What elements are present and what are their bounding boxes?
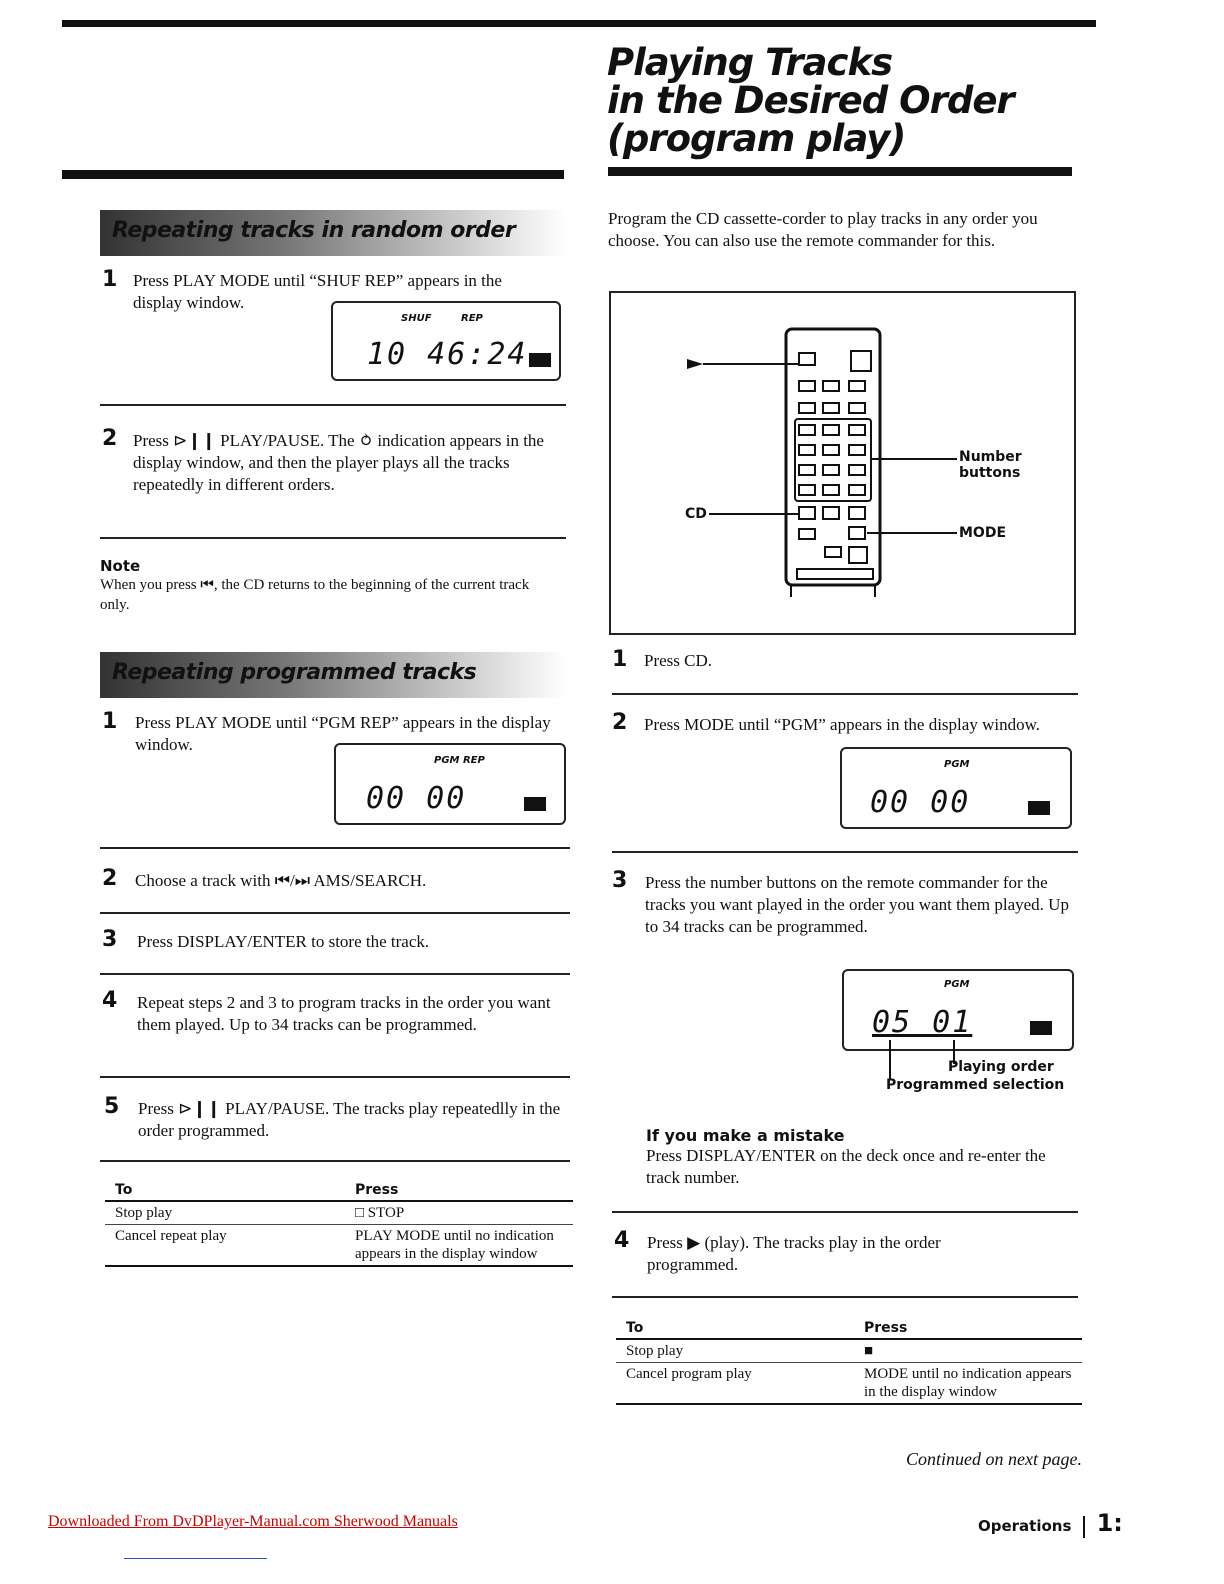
page-number: 1: bbox=[1096, 1509, 1123, 1537]
label-mode: MODE bbox=[959, 525, 1007, 541]
lcd-battery-block bbox=[524, 797, 546, 811]
divider bbox=[612, 1296, 1078, 1298]
pgm-rep-step-3-num: 3 bbox=[102, 927, 118, 952]
programmed-heading: Repeating programmed tracks bbox=[112, 660, 477, 685]
download-source-link[interactable]: Downloaded From DvDPlayer-Manual.com Sherwood Manuals bbox=[48, 1513, 458, 1530]
random-step-1-text: Press PLAY MODE until “SHUF REP” appears in the display window. bbox=[133, 271, 502, 312]
program-step-1-text: Press CD. bbox=[644, 651, 713, 670]
random-heading: Repeating tracks in random order bbox=[112, 218, 516, 243]
left-section-rule bbox=[62, 170, 564, 179]
divider bbox=[100, 404, 566, 406]
divider bbox=[100, 973, 570, 975]
lcd-digits: 00 00 bbox=[870, 785, 971, 820]
lcd-pgm bbox=[840, 747, 1072, 829]
table-row bbox=[616, 1363, 1082, 1405]
table-cell: □ STOP bbox=[345, 1201, 573, 1225]
table-head-press: Press bbox=[345, 1180, 573, 1201]
mistake-title: If you make a mistake bbox=[646, 1126, 845, 1145]
pgm-rep-step-1-num: 1 bbox=[102, 709, 118, 734]
program-step-4-num: 4 bbox=[614, 1228, 630, 1253]
table-head-to: To bbox=[616, 1318, 854, 1339]
pgm-rep-step-3-text: Press DISPLAY/ENTER to store the track. bbox=[137, 932, 430, 951]
program-play-table bbox=[616, 1318, 1082, 1405]
table-row bbox=[105, 1201, 573, 1225]
table-cell: Cancel repeat play bbox=[115, 1228, 227, 1244]
divider bbox=[100, 537, 566, 539]
lcd-shuf-rep bbox=[331, 301, 561, 381]
table-cell: MODE until no indication appears in the display window bbox=[864, 1366, 1072, 1400]
label-cd: CD bbox=[685, 506, 707, 522]
lcd-battery-block bbox=[1030, 1021, 1052, 1035]
divider bbox=[612, 693, 1078, 695]
footer-section-label: Operations bbox=[978, 1517, 1072, 1535]
pgm-rep-step-2-num: 2 bbox=[102, 866, 118, 891]
lcd-shuf-indicator: SHUF bbox=[401, 313, 432, 324]
pgm-rep-step-4-text: Repeat steps 2 and 3 to program tracks in the order you want them played. Up to 34 tracks can be programmed. bbox=[137, 993, 551, 1034]
random-step-1-num: 1 bbox=[102, 267, 118, 292]
divider bbox=[100, 847, 570, 849]
mistake-block bbox=[646, 1126, 1076, 1189]
random-step-2-text: Press ⊳❙❙ PLAY/PAUSE. The ⥁ indication appears in the display window, and then the player plays all the tracks repeatedly in different orders. bbox=[133, 431, 544, 494]
pgm-rep-step-5-num: 5 bbox=[104, 1094, 120, 1119]
pgm-rep-step-1-text: Press PLAY MODE until “PGM REP” appears in the display window. bbox=[135, 713, 551, 754]
lcd-pgm-indicator: PGM bbox=[944, 759, 970, 770]
right-section-rule bbox=[608, 167, 1072, 176]
table-head-press: Press bbox=[854, 1318, 1082, 1339]
program-step-4-text: Press ▶ (play). The tracks play in the order programmed. bbox=[647, 1233, 941, 1274]
pgm-rep-step-2-text: Choose a track with ⏮/⏭ AMS/SEARCH. bbox=[135, 871, 427, 890]
note-title: Note bbox=[100, 557, 141, 575]
table-row bbox=[105, 1225, 573, 1267]
table-cell: Cancel program play bbox=[626, 1366, 752, 1382]
lcd-rep-indicator: REP bbox=[461, 313, 483, 324]
mistake-text: Press DISPLAY/ENTER on the deck once and re-enter the track number. bbox=[646, 1146, 1046, 1187]
table-cell: Stop play bbox=[616, 1339, 854, 1363]
lcd-digits: 10 46:24 bbox=[367, 337, 528, 372]
top-rule bbox=[62, 20, 1096, 27]
footer-underline bbox=[124, 1558, 267, 1559]
table-head-to: To bbox=[105, 1180, 345, 1201]
page-title: Playing Tracks in the Desired Order (program play) bbox=[607, 41, 1014, 160]
program-step-1-num: 1 bbox=[612, 647, 628, 672]
program-step-3-num: 3 bbox=[612, 868, 628, 893]
note-block bbox=[100, 557, 560, 615]
divider bbox=[100, 1160, 570, 1162]
intro-text: Program the CD cassette-corder to play tracks in any order you choose. You can also use the remote commander for this. bbox=[608, 209, 1038, 250]
random-step-2-num: 2 bbox=[102, 426, 118, 451]
lcd-battery-block bbox=[529, 353, 551, 367]
program-step-3-text: Press the number buttons on the remote commander for the tracks you want played in the order you want them played. Up to 34 tracks can be programmed. bbox=[645, 873, 1069, 936]
lcd-pgm-rep bbox=[334, 743, 566, 825]
continued-note: Continued on next page. bbox=[906, 1449, 1082, 1469]
lcd-battery-block bbox=[1028, 801, 1050, 815]
random-heading-banner bbox=[100, 210, 566, 256]
footer-section bbox=[978, 1509, 1123, 1538]
programmed-heading-banner bbox=[100, 652, 566, 698]
divider bbox=[100, 912, 570, 914]
repeat-play-table bbox=[105, 1180, 573, 1267]
table-cell: ■ bbox=[854, 1339, 1082, 1363]
label-number-buttons: Number buttons bbox=[959, 449, 1022, 481]
table-cell: Stop play bbox=[105, 1201, 345, 1225]
lcd-pgm-indicator: PGM bbox=[944, 979, 970, 990]
label-playing-order: Playing order bbox=[948, 1059, 1054, 1075]
note-text: When you press ⏮, the CD returns to the beginning of the current track only. bbox=[100, 577, 530, 613]
pgm-rep-step-4-num: 4 bbox=[102, 988, 118, 1013]
divider bbox=[612, 1211, 1078, 1213]
lcd-digits: 00 00 bbox=[366, 781, 467, 816]
table-row bbox=[616, 1339, 1082, 1363]
table-cell: PLAY MODE until no indication appears in the display window bbox=[355, 1228, 554, 1262]
pgm-rep-step-5-text: Press ⊳❙❙ PLAY/PAUSE. The tracks play repeatedlly in the order programmed. bbox=[138, 1099, 561, 1140]
program-step-2-num: 2 bbox=[612, 710, 628, 735]
footer-divider bbox=[1083, 1516, 1085, 1538]
remote-figure bbox=[609, 291, 1076, 635]
lcd-pgm-rep-indicator: PGM REP bbox=[434, 755, 485, 766]
label-programmed-selection: Programmed selection bbox=[886, 1077, 1065, 1093]
lcd-digits: 05 01 bbox=[872, 1005, 973, 1040]
divider bbox=[100, 1076, 570, 1078]
divider bbox=[612, 851, 1078, 853]
program-step-2-text: Press MODE until “PGM” appears in the display window. bbox=[644, 715, 1040, 734]
